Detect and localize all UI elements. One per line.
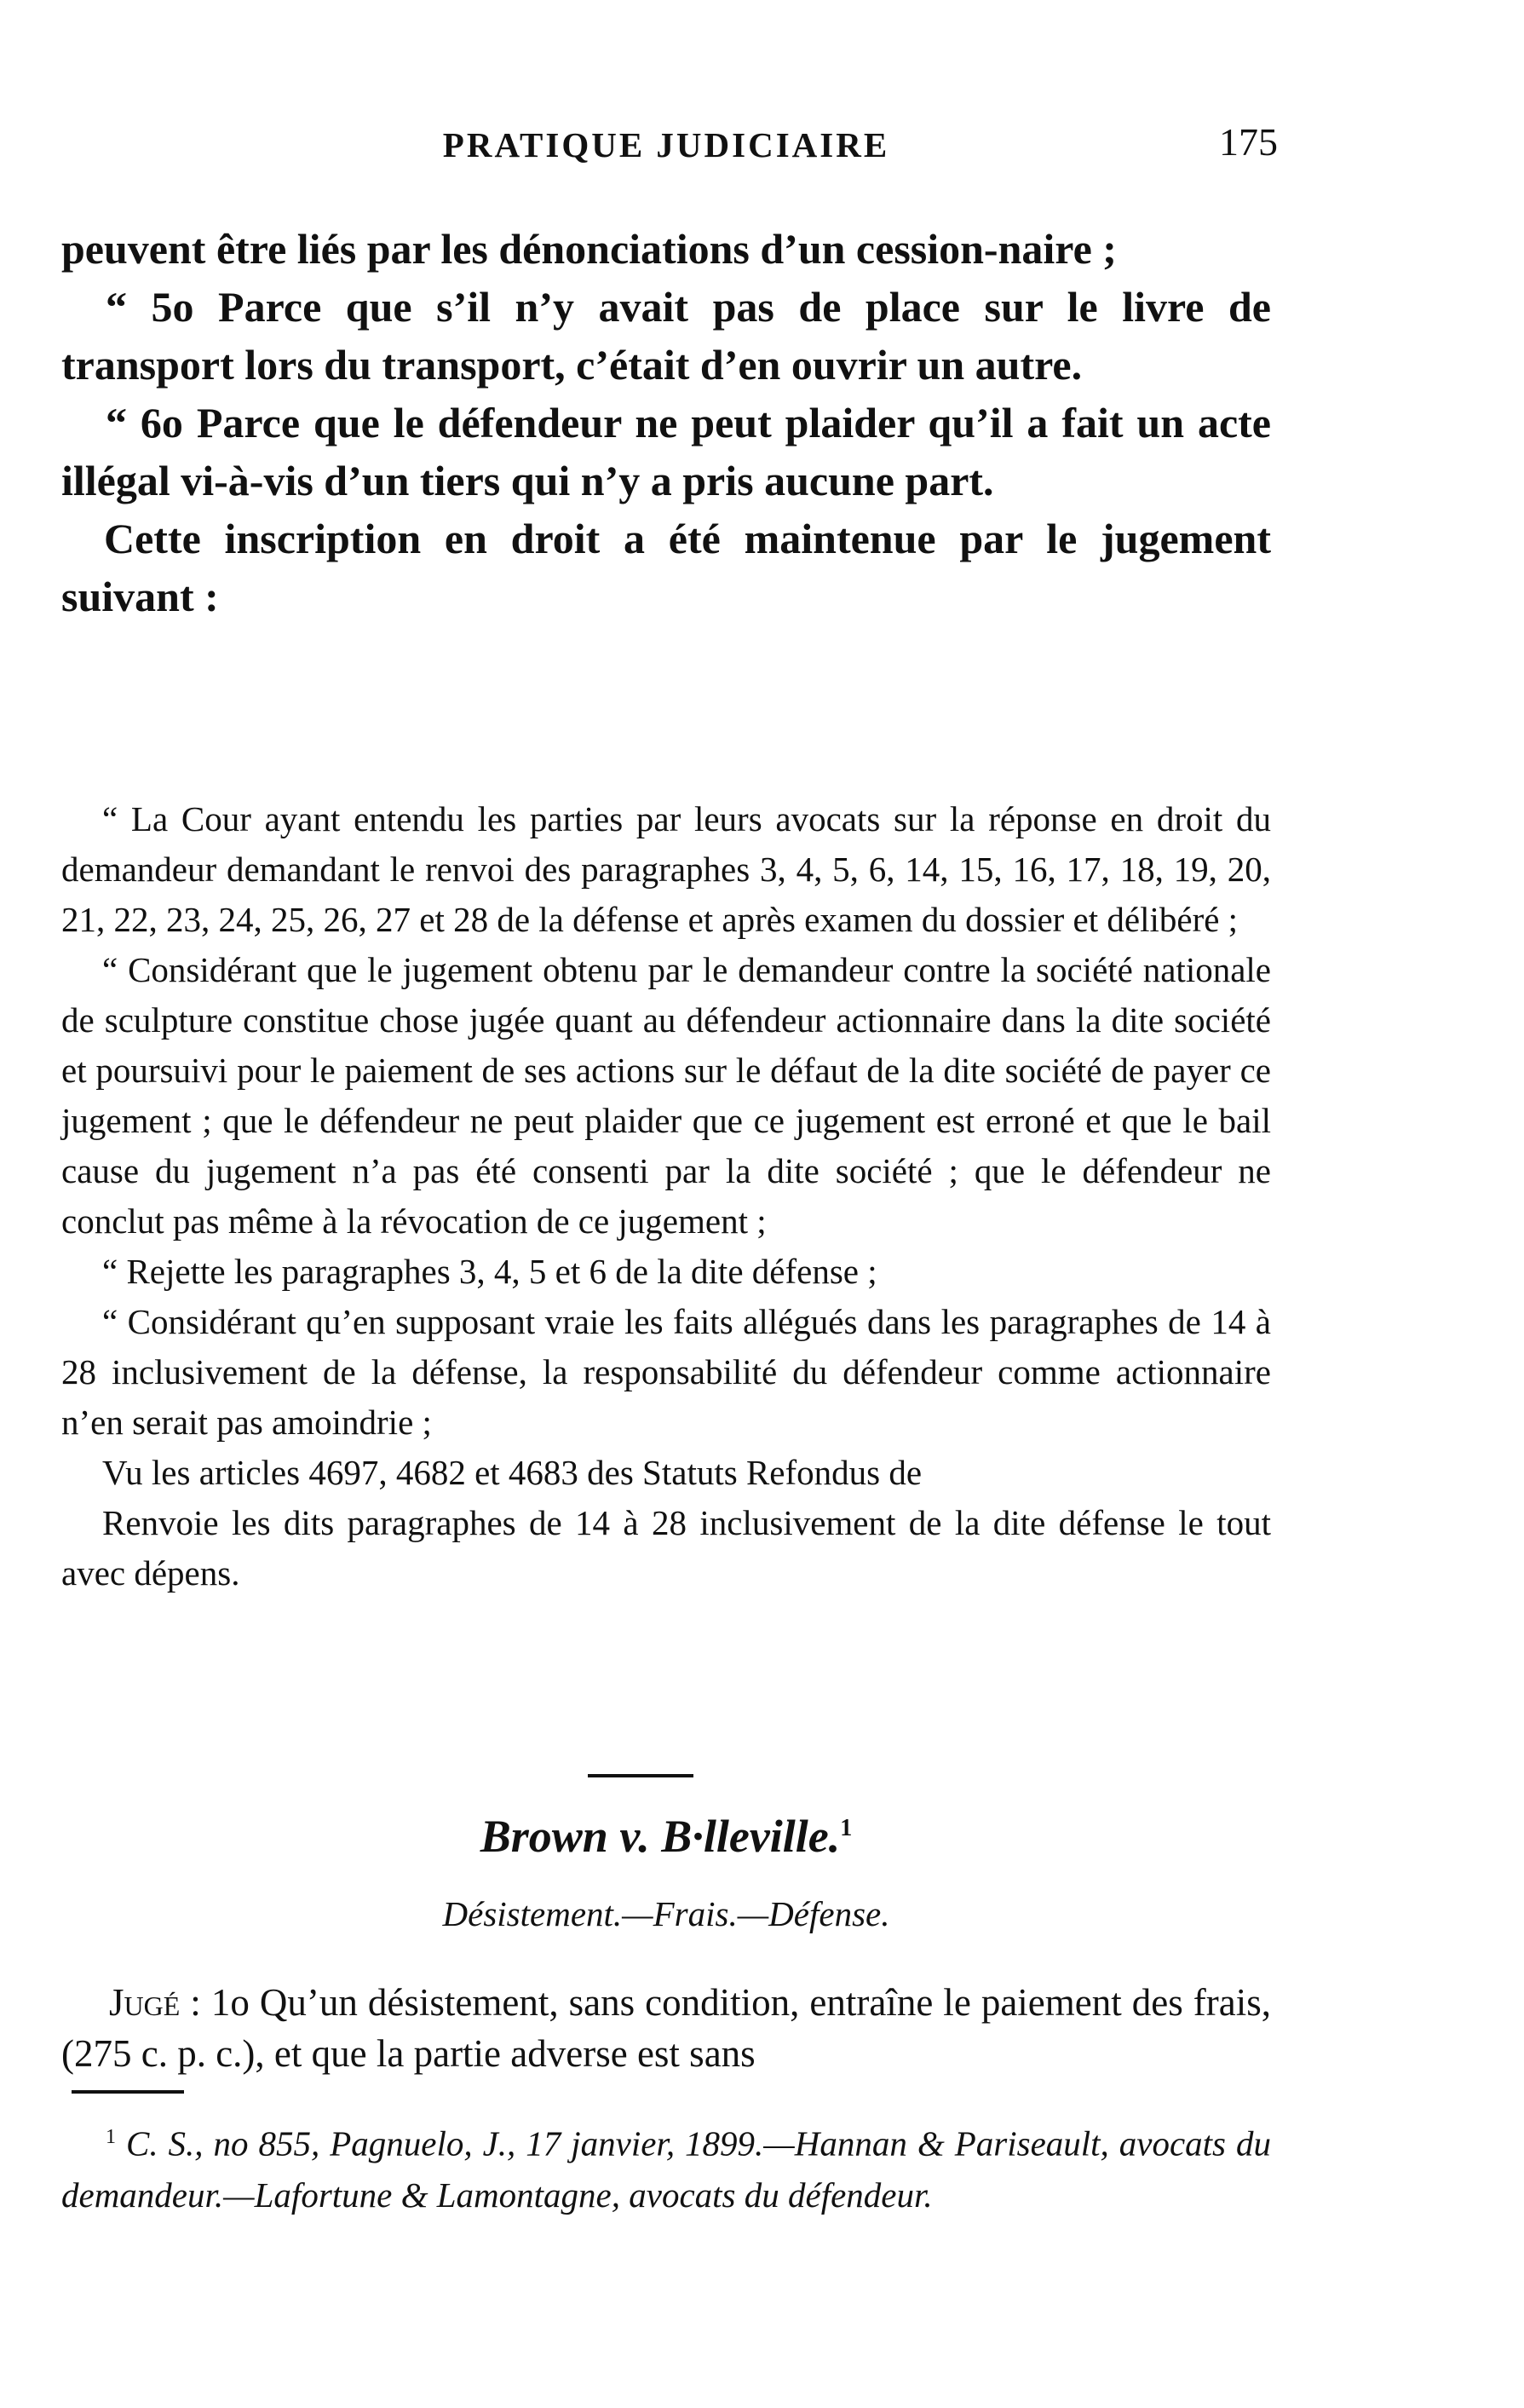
judgment-paragraph: “ Considérant que le jugement obtenu par le demandeur contre la société nationale de sculpture constitue chose jugée quant au défendeur actionnaire dans la dite société et poursuivi pour le paiement de ses actions sur le défaut de la dite société de payer ce jugement ; que le défendeur ne peut plaider que ce jugement est erroné et que le bail cause du jugement n’a pas été consenti par la dite société ; que le défendeur ne conclut pas même à la révocation de ce jugement ;: [61, 950, 1271, 1241]
juge-paragraph: [61, 1977, 1271, 2079]
footnote-divider: [72, 2090, 184, 2094]
judgment-paragraph: “ Considérant qu’en supposant vraie les faits allégués dans les paragraphes de 14 à 28 inclusivement de la défense, la responsabilité du défendeur comme actionnaire n’en serait pas amoindrie ;: [61, 1302, 1271, 1442]
footnote-mark: 1: [106, 2126, 116, 2148]
case-subtitle: Désistement.—Frais.—Défense.: [442, 1894, 890, 1933]
judgment-paragraph: Renvoie les dits paragraphes de 14 à 28 inclusivement de la dite défense le tout avec dépens.: [61, 1503, 1271, 1593]
footnote-text: C. S., no 855, Pagnuelo, J., 17 janvier, 1899.—Hannan & Pariseault, avocats du demandeur.—Lafortune & Lamontagne, avocats du défendeur.: [61, 2123, 1271, 2215]
section-divider: [588, 1774, 693, 1777]
running-title: PRATIQUE JUDICIAIRE: [442, 125, 890, 164]
footnote-paragraph: [61, 2111, 1271, 2221]
juge-text: : 1o Qu’un désistement, sans condition, entraîne le paiement des frais, (275 c. p. c.), et que la partie adverse est sans: [61, 1981, 1271, 2075]
footnote: [61, 2111, 1271, 2221]
judgment-paragraph: “ Rejette les paragraphes 3, 4, 5 et 6 de la dite défense ;: [102, 1252, 877, 1291]
paragraph-point-5: “ 5o Parce que s’il n’y avait pas de place sur le livre de transport lors du transport, c’était d’en ouvrir un autre.: [61, 283, 1271, 389]
body-text: [61, 220, 1271, 625]
page-number: 175: [1219, 120, 1278, 164]
case-title: [61, 1810, 1271, 1863]
case-footnote-mark: 1: [840, 1815, 853, 1841]
judgment-paragraph: “ La Cour ayant entendu les parties par leurs avocats sur la réponse en droit du demandeur demandant le renvoi des paragraphes 3, 4, 5, 6, 14, 15, 16, 17, 18, 19, 20, 21, 22, 23, 24, 25, 26, 27 et 28 de la défense et après examen du dossier et délibéré ;: [61, 799, 1271, 939]
running-head: [61, 119, 1278, 170]
judgment-paragraph: Vu les articles 4697, 4682 et 4683 des Statuts Refondus de: [102, 1453, 923, 1492]
judgment-text: [61, 794, 1271, 1599]
paragraph-inscription: Cette inscription en droit a été maintenue par le jugement suivant :: [61, 515, 1271, 620]
case-title-text: Brown v. B·lleville.: [480, 1811, 841, 1862]
juge-label: Jugé: [109, 1981, 181, 2024]
juge-summary: [61, 1977, 1271, 2079]
paragraph-point-6: “ 6o Parce que le défendeur ne peut plaider qu’il a fait un acte illégal vi-à-vis d’un tiers qui n’y a pris aucune part.: [61, 399, 1271, 504]
paragraph-continuation: peuvent être liés par les dénonciations d’un cession-naire ;: [61, 225, 1117, 273]
